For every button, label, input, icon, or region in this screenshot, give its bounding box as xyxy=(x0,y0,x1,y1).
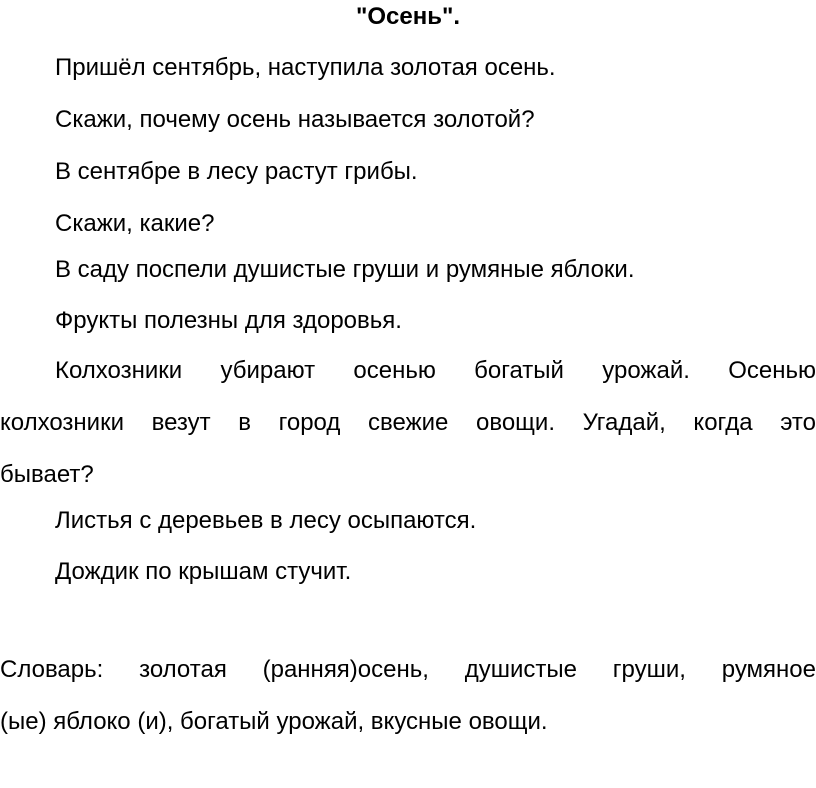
text-line: В саду поспели душистые груши и румяные яблоки. xyxy=(55,256,635,283)
document-title: "Осень". xyxy=(355,3,461,30)
text-line: Листья с деревьев в лесу осыпаются. xyxy=(55,507,477,534)
vocabulary-paragraph xyxy=(0,644,816,748)
paragraph-line: бывает? xyxy=(0,461,94,488)
text-line: Дождик по крышам стучит. xyxy=(55,558,352,585)
vocabulary-line: Словарь: золотая (ранняя)осень, душистые груши, румяное xyxy=(0,656,816,683)
text-line: Фрукты полезны для здоровья. xyxy=(55,307,402,334)
paragraph-line: колхозники везут в город свежие овощи. Угадай, когда это xyxy=(0,409,816,436)
text-line: Пришёл сентябрь, наступила золотая осень. xyxy=(55,54,556,81)
kolkhoz-paragraph xyxy=(0,345,816,501)
vocabulary-line: (ые) яблоко (и), богатый урожай, вкусные овощи. xyxy=(0,708,548,735)
text-line: Скажи, какие? xyxy=(55,210,215,237)
text-line: Скажи, почему осень называется золотой? xyxy=(55,106,535,133)
paragraph-line: Колхозники убирают осенью богатый урожай. Осенью xyxy=(55,357,816,384)
text-line: В сентябре в лесу растут грибы. xyxy=(55,158,418,185)
